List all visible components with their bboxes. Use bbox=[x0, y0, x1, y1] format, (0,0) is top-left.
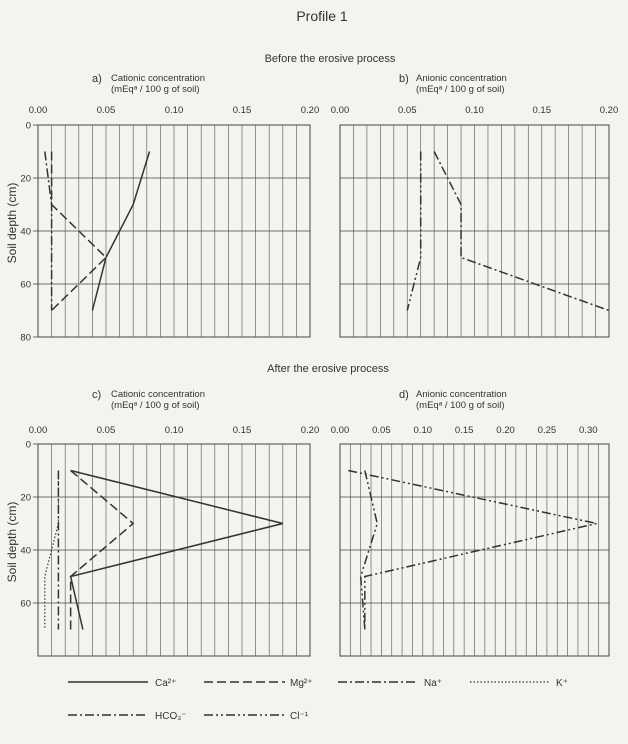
panel-letter: a) bbox=[92, 73, 102, 85]
legend-item bbox=[338, 678, 442, 689]
x-tick-label: 0.05 bbox=[96, 105, 116, 116]
chart-d bbox=[331, 389, 609, 656]
chart-a bbox=[5, 73, 319, 344]
legend-item bbox=[204, 711, 309, 722]
panel-title: Cationic concentration bbox=[111, 389, 205, 400]
x-tick-label: 0.10 bbox=[413, 425, 433, 436]
x-tick-label: 0.00 bbox=[330, 105, 350, 116]
y-tick-label: 60 bbox=[20, 598, 31, 610]
x-tick-label: 0.15 bbox=[532, 105, 551, 116]
y-axis-label: Soil depth (cm) bbox=[5, 501, 19, 583]
y-tick-label: 40 bbox=[20, 226, 31, 238]
x-tick-label: 0.20 bbox=[300, 105, 320, 116]
panel-title: Anionic concentration bbox=[416, 389, 507, 400]
x-tick-label: 0.15 bbox=[454, 425, 474, 436]
legend-item bbox=[68, 678, 176, 689]
legend-label: HCO₃⁻ bbox=[155, 711, 187, 722]
x-tick-label: 0.20 bbox=[300, 425, 320, 436]
figure-title: Profile 1 bbox=[296, 8, 348, 24]
panel-letter: b) bbox=[399, 73, 409, 85]
before-heading: Before the erosive process bbox=[264, 53, 396, 65]
x-tick-label: 0.25 bbox=[537, 425, 557, 436]
legend-label: K⁺ bbox=[556, 678, 568, 689]
y-tick-label: 0 bbox=[25, 120, 31, 132]
legend-item bbox=[470, 678, 568, 689]
x-tick-label: 0.10 bbox=[164, 425, 184, 436]
x-tick-label: 0.15 bbox=[232, 105, 252, 116]
y-tick-label: 0 bbox=[25, 439, 31, 451]
panel-unit: (mEqᵃ / 100 g of soil) bbox=[416, 84, 505, 95]
legend-label: Cl⁻¹ bbox=[290, 711, 309, 722]
x-tick-label: 0.10 bbox=[164, 105, 184, 116]
x-tick-label: 0.00 bbox=[28, 425, 48, 436]
legend-label: Mg²⁺ bbox=[290, 678, 313, 689]
chart-b bbox=[331, 73, 619, 337]
y-axis-label: Soil depth (cm) bbox=[5, 182, 19, 264]
x-tick-label: 0.20 bbox=[599, 105, 619, 116]
panel-unit: (mEqᵃ / 100 g of soil) bbox=[416, 400, 505, 411]
y-tick-label: 20 bbox=[20, 173, 31, 185]
legend-item bbox=[204, 678, 313, 689]
panel-letter: d) bbox=[399, 389, 409, 401]
after-heading: After the erosive process bbox=[267, 363, 389, 375]
panel-title: Cationic concentration bbox=[111, 73, 205, 84]
panel-title: Anionic concentration bbox=[416, 73, 507, 84]
legend-label: Na⁺ bbox=[424, 678, 443, 689]
y-tick-label: 40 bbox=[20, 545, 31, 557]
x-tick-label: 0.10 bbox=[465, 105, 484, 116]
y-tick-label: 20 bbox=[20, 492, 31, 504]
x-tick-label: 0.05 bbox=[372, 425, 391, 436]
x-tick-label: 0.00 bbox=[330, 425, 350, 436]
legend-label: Ca²⁺ bbox=[155, 678, 177, 689]
x-tick-label: 0.20 bbox=[496, 425, 515, 436]
panel-unit: (mEqᵃ / 100 g of soil) bbox=[111, 84, 200, 95]
panel-letter: c) bbox=[92, 389, 102, 401]
x-tick-label: 0.30 bbox=[579, 425, 598, 436]
y-tick-label: 60 bbox=[20, 279, 31, 291]
legend bbox=[68, 678, 568, 722]
legend-item bbox=[68, 711, 187, 722]
x-tick-label: 0.05 bbox=[398, 105, 417, 116]
chart-c bbox=[5, 389, 319, 656]
x-tick-label: 0.00 bbox=[28, 105, 48, 116]
x-tick-label: 0.15 bbox=[232, 425, 252, 436]
x-tick-label: 0.05 bbox=[96, 425, 116, 436]
panel-unit: (mEqᵃ / 100 g of soil) bbox=[111, 400, 200, 411]
y-tick-label: 80 bbox=[20, 332, 31, 344]
